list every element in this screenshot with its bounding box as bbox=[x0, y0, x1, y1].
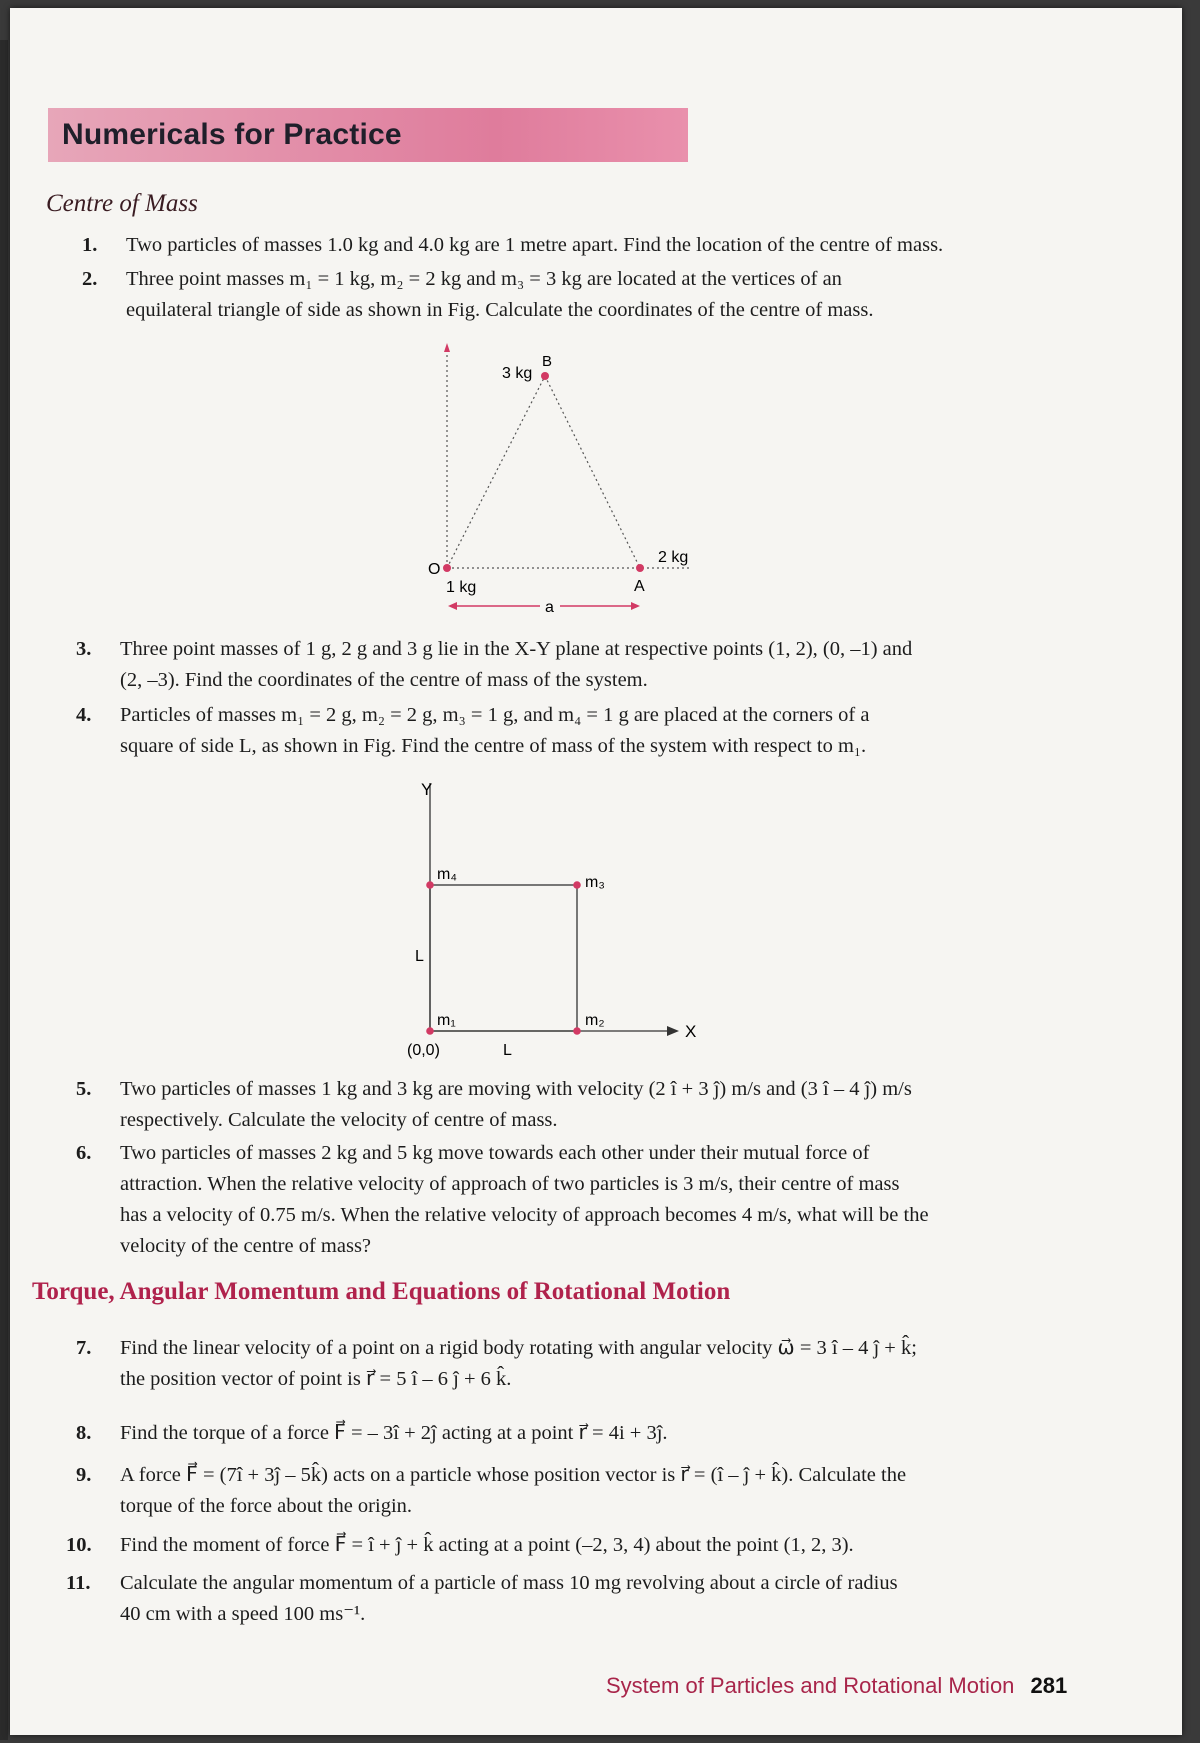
question-number: 4. bbox=[76, 704, 92, 726]
footer-title: System of Particles and Rotational Motion bbox=[606, 1673, 1015, 1698]
mass-a: 2 kg bbox=[658, 549, 689, 566]
heading-torque: Torque, Angular Momentum and Equations of Rotational Motion bbox=[32, 1278, 731, 1305]
label-m1: m₁ bbox=[437, 1012, 456, 1029]
question-line: Find the moment of force F⃗ = î + ĵ + k̂ acting at a point (–2, 3, 4) about the point (1, 2, 3). bbox=[120, 1534, 854, 1556]
m2-dot bbox=[573, 1027, 581, 1035]
label-o: O bbox=[428, 561, 441, 578]
question-line: Three point masses m₁ = 1 kg, m₂ = 2 kg and m₃ = 3 kg are located at the vertices of an bbox=[126, 268, 842, 290]
point-o-dot bbox=[443, 564, 451, 572]
question-number: 8. bbox=[76, 1422, 92, 1444]
axis-y-label: Y bbox=[421, 780, 433, 799]
question-number: 1. bbox=[82, 234, 98, 256]
origin-label: (0,0) bbox=[407, 1042, 440, 1059]
question-line: 40 cm with a speed 100 ms⁻¹. bbox=[120, 1603, 366, 1625]
mass-b: 3 kg bbox=[502, 365, 533, 382]
question-line: respectively. Calculate the velocity of centre of mass. bbox=[120, 1109, 558, 1131]
question-line: Two particles of masses 2 kg and 5 kg move towards each other under their mutual force of bbox=[120, 1142, 870, 1164]
question-number: 6. bbox=[76, 1142, 92, 1164]
question-line: the position vector of point is r⃗ = 5 î – 6 ĵ + 6 k̂. bbox=[120, 1368, 512, 1390]
side-label-a: a bbox=[545, 599, 554, 616]
question-line: (2, –3). Find the coordinates of the centre of mass of the system. bbox=[120, 669, 648, 691]
m1-dot bbox=[426, 1027, 434, 1035]
side-label-left: L bbox=[415, 948, 424, 965]
square-figure bbox=[405, 773, 725, 1063]
book-binding bbox=[0, 40, 8, 1740]
question-number: 2. bbox=[82, 268, 98, 290]
textbook-page bbox=[10, 8, 1182, 1735]
mass-o: 1 kg bbox=[446, 579, 477, 596]
label-b: B bbox=[542, 353, 553, 370]
question-line: has a velocity of 0.75 m/s. When the relative velocity of approach becomes 4 m/s, what will be the bbox=[120, 1204, 929, 1226]
side-ba bbox=[545, 376, 640, 568]
square bbox=[430, 885, 577, 1031]
side-ob bbox=[447, 376, 545, 568]
question-line: attraction. When the relative velocity of approach of two particles is 3 m/s, their centre of mass bbox=[120, 1173, 900, 1195]
question-number: 3. bbox=[76, 638, 92, 660]
label-a: A bbox=[634, 578, 645, 595]
question-line: Find the torque of a force F⃗ = – 3î + 2ĵ acting at a point r⃗ = 4i + 3ĵ. bbox=[120, 1422, 668, 1444]
question-number: 10. bbox=[66, 1534, 92, 1556]
question-line: Find the linear velocity of a point on a rigid body rotating with angular velocity ω⃗ = 3 î – 4 ĵ + k̂; bbox=[120, 1337, 917, 1359]
question-line: square of side L, as shown in Fig. Find the centre of mass of the system with respect to m₁. bbox=[120, 735, 867, 757]
question-line: Two particles of masses 1 kg and 3 kg are moving with velocity (2 î + 3 ĵ) m/s and (3 î – 4 ĵ) m/s bbox=[120, 1078, 912, 1100]
m3-dot bbox=[573, 881, 581, 889]
section-banner bbox=[48, 108, 688, 162]
point-a-dot bbox=[636, 564, 644, 572]
label-m2: m₂ bbox=[585, 1012, 605, 1029]
m4-dot bbox=[426, 881, 434, 889]
page-number: 281 bbox=[1030, 1673, 1068, 1698]
question-line: A force F⃗ = (7î + 3ĵ – 5k̂) acts on a particle whose position vector is r⃗ = (î – ĵ + k̂). Calculate the bbox=[120, 1464, 907, 1486]
question-line: equilateral triangle of side as shown in Fig. Calculate the coordinates of the centre of mass. bbox=[126, 299, 874, 321]
question-line: Calculate the angular momentum of a particle of mass 10 mg revolving about a circle of radius bbox=[120, 1572, 898, 1594]
banner-title: Numericals for Practice bbox=[62, 118, 402, 151]
question-line: Particles of masses m₁ = 2 g, m₂ = 2 g, m₃ = 1 g, and m₄ = 1 g are placed at the corners of a bbox=[120, 704, 870, 726]
dimension-arrow-right bbox=[631, 602, 640, 610]
label-m4: m₄ bbox=[437, 866, 457, 883]
question-line: Three point masses of 1 g, 2 g and 3 g lie in the X-Y plane at respective points (1, 2), (0, –1) and bbox=[120, 638, 913, 660]
point-b-dot bbox=[541, 372, 549, 380]
question-number: 7. bbox=[76, 1337, 92, 1359]
question-number: 5. bbox=[76, 1078, 92, 1100]
question-number: 11. bbox=[66, 1572, 91, 1594]
side-label-bottom: L bbox=[503, 1042, 512, 1059]
question-line: velocity of the centre of mass? bbox=[120, 1235, 372, 1257]
label-m3: m₃ bbox=[585, 874, 605, 891]
dimension-arrow-left bbox=[448, 602, 457, 610]
x-axis-arrow bbox=[667, 1026, 679, 1036]
question-number: 9. bbox=[76, 1464, 92, 1486]
axis-x-label: X bbox=[685, 1022, 697, 1041]
page-footer bbox=[606, 1673, 1067, 1699]
question-line: Two particles of masses 1.0 kg and 4.0 kg are 1 metre apart. Find the location of the centre of mass. bbox=[126, 234, 944, 256]
question-line: torque of the force about the origin. bbox=[120, 1495, 413, 1517]
heading-centre-of-mass: Centre of Mass bbox=[46, 190, 198, 217]
axis-arrow-up bbox=[444, 343, 450, 352]
triangle-figure bbox=[390, 338, 710, 618]
